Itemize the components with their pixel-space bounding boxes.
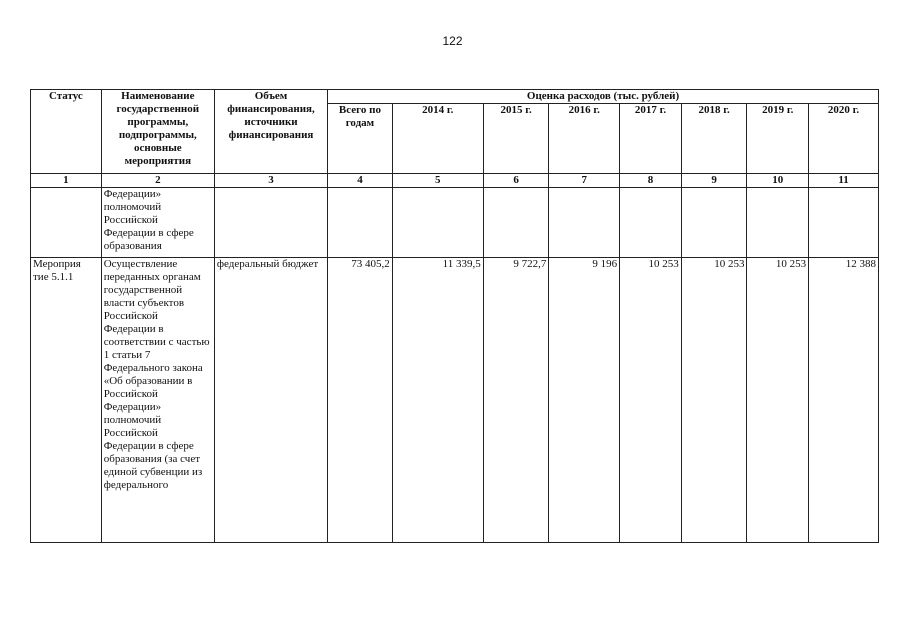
header-total: Всего по годам (328, 104, 393, 174)
header-volume: Объем финансирования, источники финансирования (214, 90, 327, 174)
cell-name: Федерации» полномочий Российской Федерации в сфере образования (101, 188, 214, 258)
header-year: 2016 г. (549, 104, 620, 174)
cell-empty (392, 188, 483, 258)
column-number: 1 (31, 174, 102, 188)
header-year: 2018 г. (681, 104, 747, 174)
column-number: 2 (101, 174, 214, 188)
header-name: Наименование государственной программы, подпрограммы, основные мероприятия (101, 90, 214, 174)
header-year: 2020 г. (809, 104, 879, 174)
column-number: 6 (483, 174, 549, 188)
cell-empty (328, 188, 393, 258)
cell-value: 10 253 (620, 258, 682, 543)
cell-source: федеральный бюджет (214, 258, 327, 543)
column-number: 8 (620, 174, 682, 188)
header-row (31, 90, 879, 104)
cell-value: 10 253 (681, 258, 747, 543)
column-number: 9 (681, 174, 747, 188)
cell-empty (549, 188, 620, 258)
column-number: 7 (549, 174, 620, 188)
cell-empty (809, 188, 879, 258)
table-row-continuation (31, 188, 879, 258)
header-estimate: Оценка расходов (тыс. рублей) (328, 90, 879, 104)
cell-value: 9 722,7 (483, 258, 549, 543)
cell-empty (681, 188, 747, 258)
header-year: 2017 г. (620, 104, 682, 174)
cell-status (31, 188, 102, 258)
header-year: 2019 г. (747, 104, 809, 174)
column-number: 3 (214, 174, 327, 188)
column-number: 5 (392, 174, 483, 188)
cell-empty (483, 188, 549, 258)
cell-source (214, 188, 327, 258)
cell-value: 12 388 (809, 258, 879, 543)
column-number: 4 (328, 174, 393, 188)
column-number-row (31, 174, 879, 188)
cell-total: 73 405,2 (328, 258, 393, 543)
cell-value: 10 253 (747, 258, 809, 543)
header-status: Статус (31, 90, 102, 174)
cell-value: 11 339,5 (392, 258, 483, 543)
cell-value: 9 196 (549, 258, 620, 543)
cell-empty (620, 188, 682, 258)
cell-empty (747, 188, 809, 258)
cell-status: Мероприя тие 5.1.1 (31, 258, 102, 543)
budget-table (30, 89, 879, 543)
header-year: 2014 г. (392, 104, 483, 174)
page-number: 122 (442, 34, 463, 48)
cell-name: Осуществление переданных органам государственной власти субъектов Российской Федерации в соответствии с частью 1 статьи 7 Федерального закона «Об образовании в Российской Федерации» полномочий Российской Федерации в сфере образования (за счет единой субвенции из федерального (101, 258, 214, 543)
header-year: 2015 г. (483, 104, 549, 174)
column-number: 10 (747, 174, 809, 188)
table-row-activity (31, 258, 879, 543)
column-number: 11 (809, 174, 879, 188)
